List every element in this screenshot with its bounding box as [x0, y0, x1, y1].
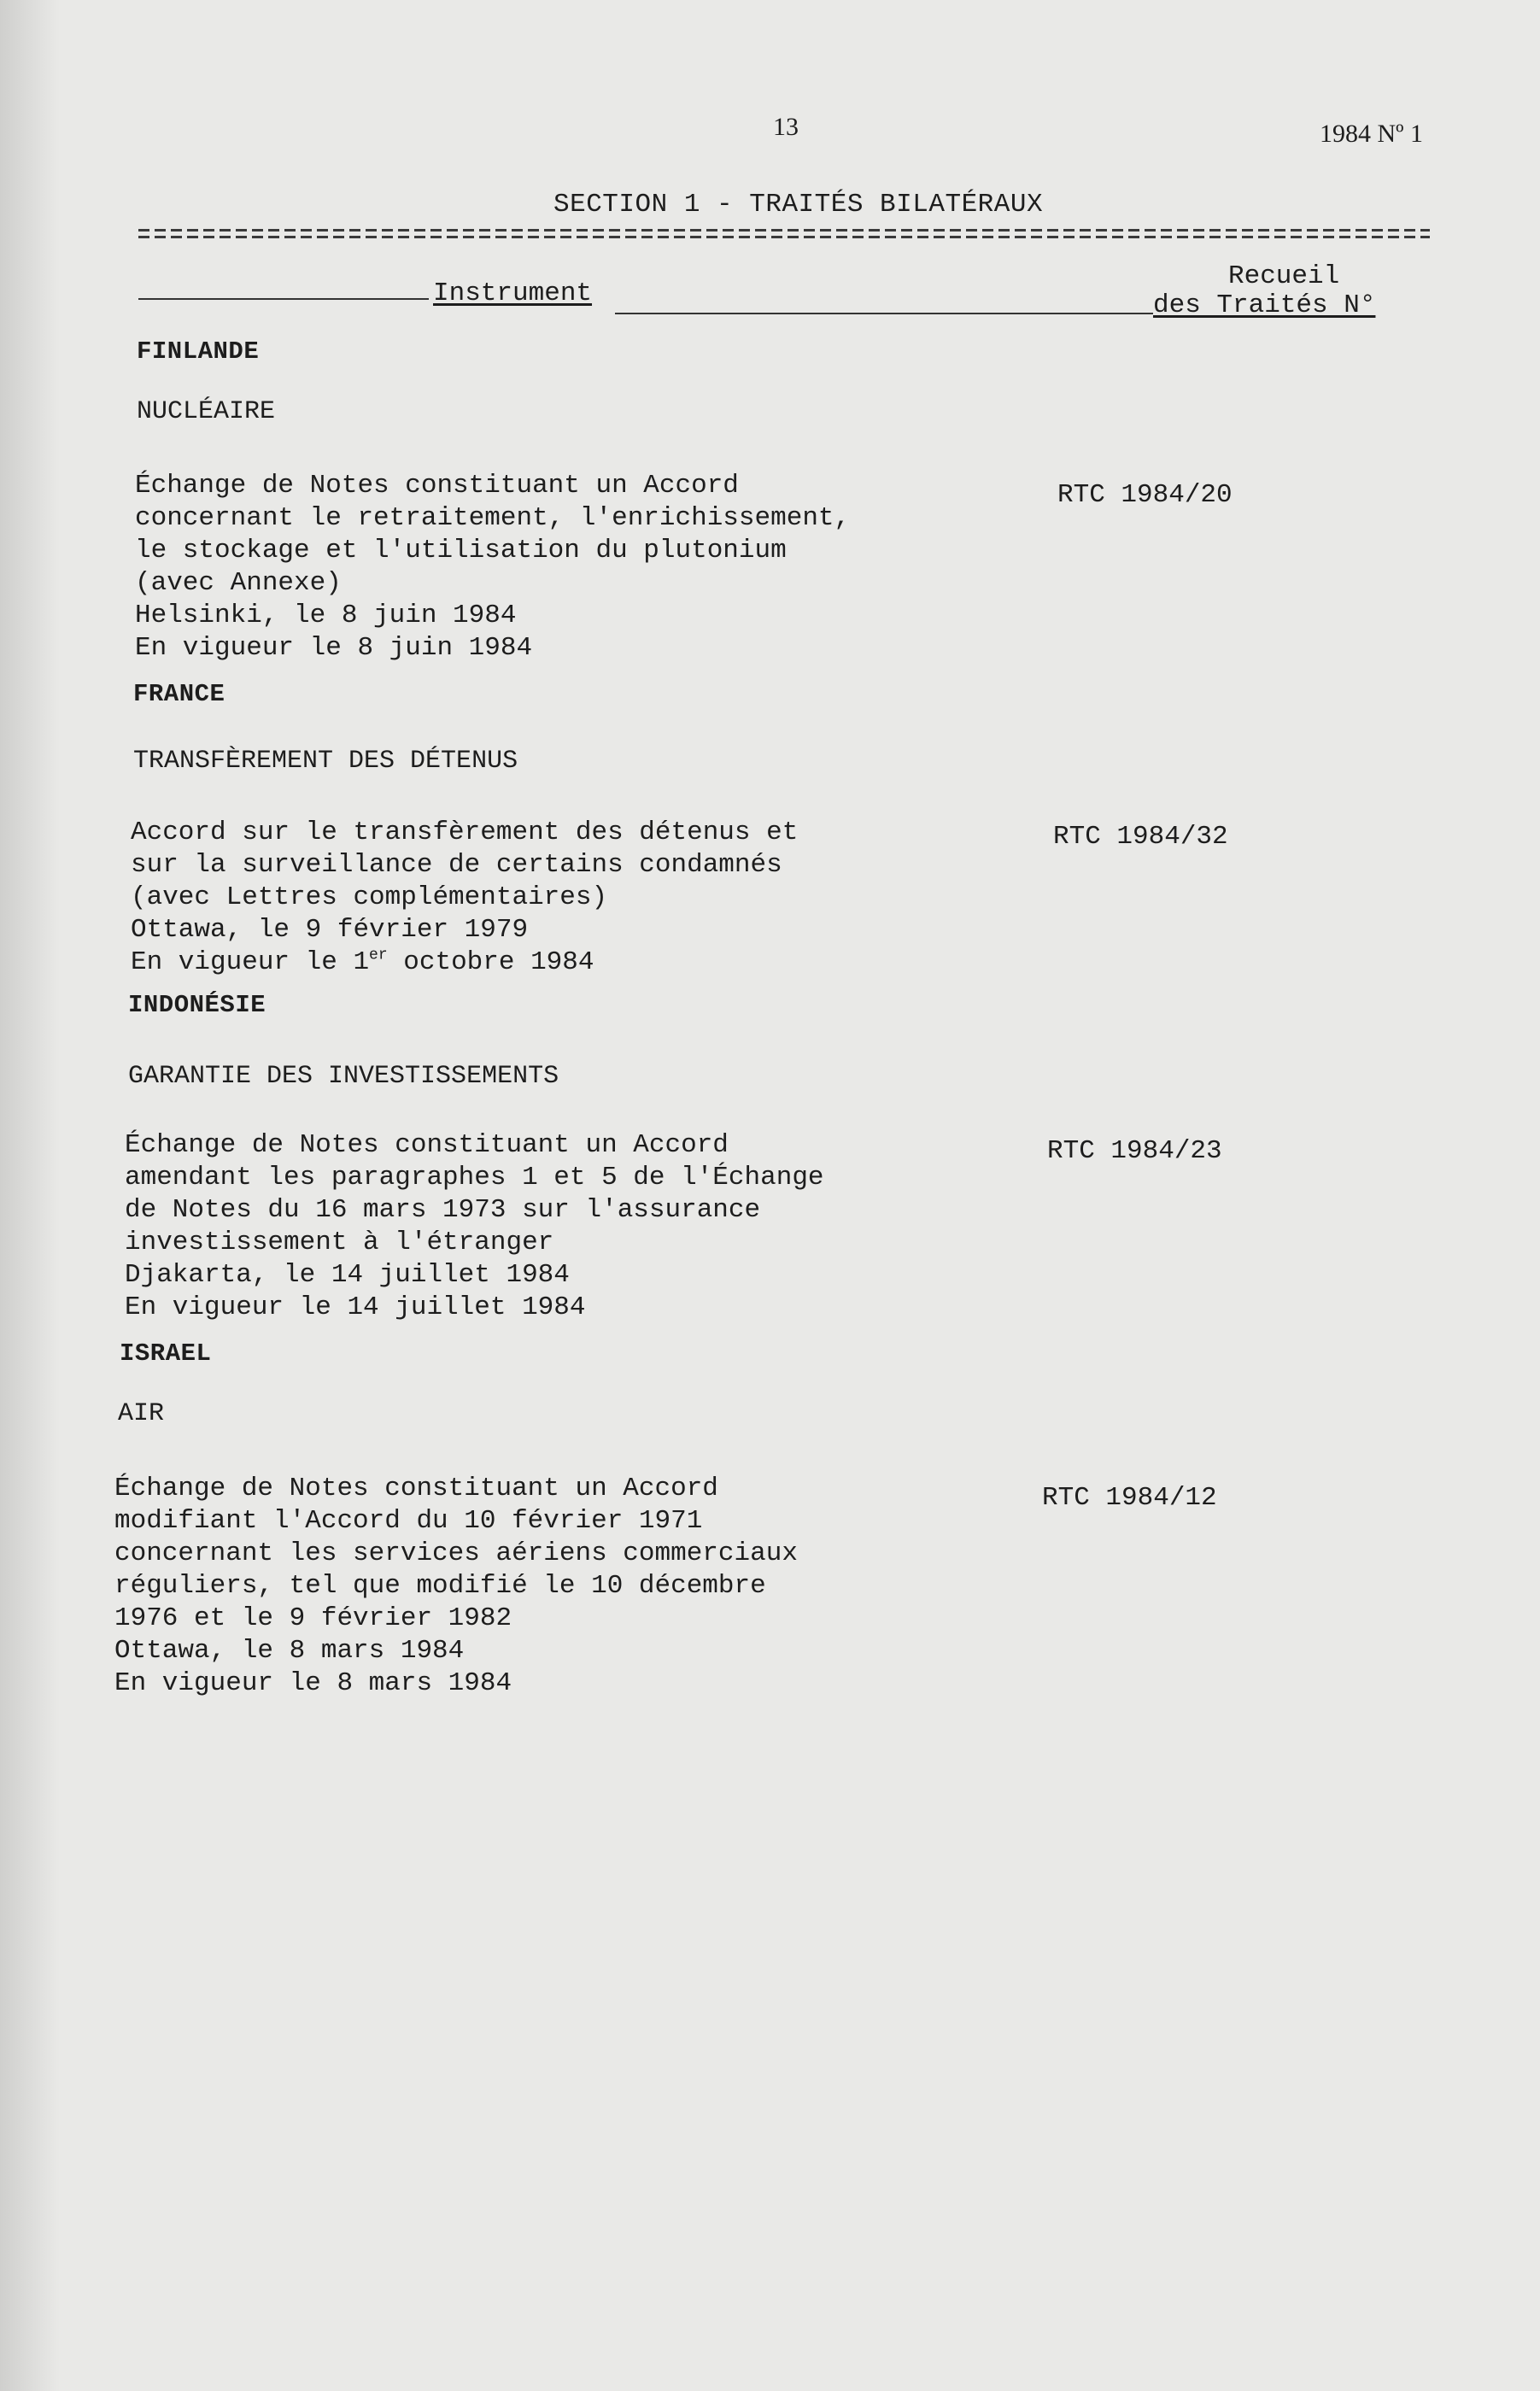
country-heading: FINLANDE — [137, 337, 260, 366]
treaty-reference: RTC 1984/12 — [1042, 1483, 1217, 1513]
entry-line: amendant les paragraphes 1 et 5 de l'Échange — [125, 1163, 824, 1193]
double-rule-divider — [138, 229, 1430, 241]
topic-heading: AIR — [118, 1399, 165, 1428]
entry-line: En vigueur le 8 juin 1984 — [135, 633, 533, 663]
entry-line-in-force: En vigueur le 1er octobre 1984 — [131, 946, 594, 977]
entry-line: Échange de Notes constituant un Accord — [125, 1130, 729, 1160]
treaty-entry — [125, 1129, 824, 1324]
entry-line: concernant le retraitement, l'enrichissement, — [135, 503, 851, 533]
entry-line: En vigueur le 8 mars 1984 — [114, 1668, 512, 1698]
treaty-reference: RTC 1984/23 — [1047, 1136, 1222, 1166]
country-heading: INDONÉSIE — [128, 991, 266, 1019]
issue-label: 1984 Nº 1 — [1320, 120, 1423, 148]
entry-line: réguliers, tel que modifié le 10 décembre — [114, 1571, 766, 1601]
entry-line: Accord sur le transfèrement des détenus et — [131, 818, 799, 847]
entry-line: En vigueur le 14 juillet 1984 — [125, 1292, 586, 1322]
entry-line: (avec Annexe) — [135, 568, 342, 598]
topic-heading: NUCLÉAIRE — [137, 397, 276, 426]
treaty-entry — [131, 817, 798, 979]
entry-line: investissement à l'étranger — [125, 1228, 554, 1257]
header-rule-left — [138, 298, 429, 300]
entry-line: 1976 et le 9 février 1982 — [114, 1603, 512, 1633]
entry-line: de Notes du 16 mars 1973 sur l'assurance — [125, 1195, 761, 1225]
header-rule-middle — [615, 313, 1153, 314]
topic-heading: TRANSFÈREMENT DES DÉTENUS — [133, 747, 518, 776]
page-number: 13 — [773, 113, 799, 141]
treaty-reference: RTC 1984/20 — [1057, 480, 1233, 510]
entry-line: le stockage et l'utilisation du plutonium — [135, 536, 787, 566]
column-header-traites-number: des Traités N° — [1153, 290, 1376, 320]
country-heading: ISRAEL — [120, 1339, 212, 1368]
entry-line: (avec Lettres complémentaires) — [131, 882, 608, 912]
topic-heading: GARANTIE DES INVESTISSEMENTS — [128, 1062, 559, 1091]
entry-line: Échange de Notes constituant un Accord — [114, 1474, 718, 1503]
entry-line: Djakarta, le 14 juillet 1984 — [125, 1260, 570, 1290]
entry-line: modifiant l'Accord du 10 février 1971 — [114, 1506, 703, 1536]
country-heading: FRANCE — [133, 680, 225, 708]
entry-line: sur la surveillance de certains condamnés — [131, 850, 782, 880]
column-header-instrument: Instrument — [433, 278, 593, 308]
section-title: SECTION 1 - TRAITÉS BILATÉRAUX — [553, 190, 1044, 220]
treaty-reference: RTC 1984/32 — [1053, 822, 1228, 852]
entry-line: Helsinki, le 8 juin 1984 — [135, 601, 517, 630]
column-header-recueil: Recueil — [1228, 261, 1340, 291]
treaty-entry — [114, 1473, 798, 1700]
entry-line: Échange de Notes constituant un Accord — [135, 471, 739, 501]
treaty-entry — [135, 470, 850, 665]
entry-line: concernant les services aériens commerciaux — [114, 1538, 798, 1568]
entry-line: Ottawa, le 9 février 1979 — [131, 915, 529, 945]
entry-line: Ottawa, le 8 mars 1984 — [114, 1636, 465, 1666]
